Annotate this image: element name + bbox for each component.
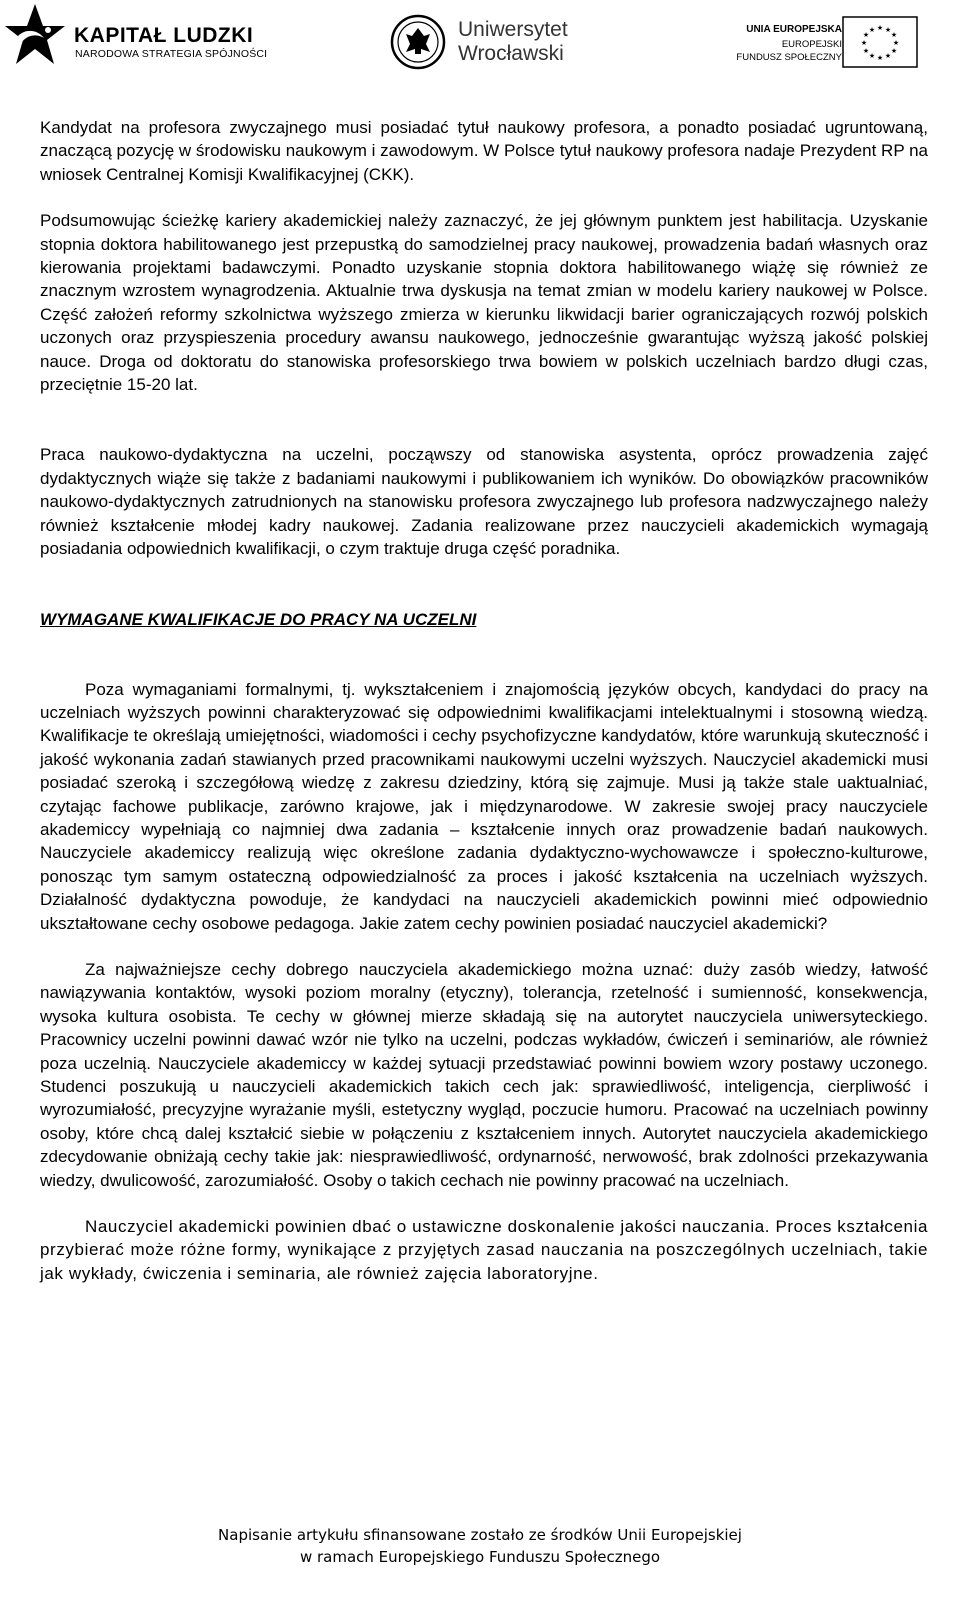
paragraph-cechy-nauczyciela: Za najważniejsze cechy dobrego nauczyciela akademickiego można uznać: duży zasób wiedzy, łatwość nawiązywania kontaktów, wysoki poziom moralny (etyczny), tolerancja, rzetelność i sumienność, konsekwencja, wysoka kultura osobista. Te cechy w głównej mierze składają się na autorytet nauczyciela uniwersyteckiego. Pracownicy uczelni powinni dawać wzór nie tylko na uczelni, podczas wykładów, ćwiczeń i seminariów, ale również poza uczelnią. Nauczyciele akademiccy w każdej sytuacji przedstawiać powinni bowiem wzory postawy uczonego. Studenci poszukują u nauczycieli akademickich takich cech jak: sprawiedliwość, inteligencja, cierpliwość i wyrozumiałość, precyzyjne wyrażanie myśli, estetyczny wygląd, poczucie humoru. Pracować na uczelniach powinny osoby, które chcą dalej kształcić siebie w połączeniu z kształceniem innych. Autorytet nauczyciela akademickiego zdecydowanie obniżają cechy takie jak: niesprawiedliwość, ordynarność, nerwowość, brak zdolności przekazywania wiedzy, dwulicowość, zarozumiałość. Osoby o takich cechach nie powinny pracować na uczelniach.: [40, 959, 928, 1190]
page-header: [0, 0, 960, 80]
svg-text:★: ★: [862, 31, 870, 39]
page-footer: [0, 1524, 960, 1568]
uniwersytet-wroclawski-logo: [390, 14, 590, 74]
svg-text:★: ★: [868, 26, 876, 34]
paragraph-wymagania-formalne: Poza wymaganiami formalnymi, tj. wykształceniem i znajomością języków obcych, kandydaci do pracy na uczelniach wyższych powinni charakteryzować się odpowiednimi kwalifikacjami intelektualnymi i stosowną wiedzą. Kwalifikacje te określają umiejętności, wiadomości i cechy psychofizyczne kandydatów, które warunkują skuteczność i jakość wykonania zadań stawianych przed pracownikami naukowymi uczelni wyższych. Nauczyciel akademicki musi posiadać szeroką i szczegółową wiedzę z zakresu dziedziny, którą się zajmuje. Musi ją także stale uaktualniać, czytając fachowe publikacje, zarówno krajowe, jak i międzynarodowe. W zakresie swojej pracy nauczyciele akademiccy wypełniają co najmniej dwa zadania – kształcenie innych oraz prowadzenie badań naukowych. Nauczyciele akademiccy realizują więc określone zadania dydaktyczno-wychowawcze i społeczno-kulturowe, ponosząc tym samym ostateczną odpowiedzialność za proces i jakość kształcenia na uczelniach wyższych. Działalność dydaktyczna powoduje, że kandydaci na nauczycieli akademickich powinni mieć odpowiednio ukształtowane cechy osobowe pedagoga. Jakie zatem cechy powinien posiadać nauczyciel akademicki?: [40, 679, 928, 933]
paragraph-doskonalenie-nauczania: Nauczyciel akademicki powinien dbać o ustawiczne doskonalenie jakości nauczania. Proces kształcenia przybierać może różne formy, wynikające z przyjętych zasad nauczania na poszczególnych uczelniach, takie jak wykłady, ćwiczenia i seminaria, ale również zajęcia laboratoryjne.: [40, 1217, 928, 1283]
kapital-ludzki-logo: [4, 2, 268, 72]
svg-text:★: ★: [876, 54, 884, 62]
university-name-line1: Uniwersytet: [458, 18, 568, 41]
paragraph-praca-naukowo-dydaktyczna: Praca naukowo-dydaktyczna na uczelni, począwszy od stanowiska asystenta, oprócz prowadzenia zajęć dydaktycznych wiąże się także z badaniami naukowymi i publikowaniem ich wyników. Do obowiązków pracowników naukowo-dydaktycznych zatrudnionych na stanowisku profesora zwyczajnego lub profesora nadzwyczajnego należy również kształcenie młodej kadry naukowej. Zadania realizowane przez nauczycieli akademickich wymagają posiadania odpowiednich kwalifikacji, o czym traktuje druga część poradnika.: [40, 445, 928, 559]
svg-text:★: ★: [868, 52, 876, 60]
section-heading: WYMAGANE KWALIFIKACJE DO PRACY NA UCZELNI: [40, 609, 477, 629]
svg-text:★: ★: [890, 31, 898, 39]
svg-text:★: ★: [876, 24, 884, 32]
european-union-logo: [730, 14, 960, 74]
ue-fund-line1: EUROPEJSKI: [781, 39, 842, 50]
svg-text:★: ★: [890, 47, 898, 55]
svg-text:★: ★: [892, 39, 900, 47]
svg-text:★: ★: [884, 26, 892, 34]
kapital-ludzki-title: KAPITAŁ LUDZKI: [74, 24, 254, 47]
svg-text:★: ★: [860, 39, 868, 47]
footer-line2: w ramach Europejskiego Funduszu Społecznego: [299, 1548, 661, 1566]
svg-text:★: ★: [884, 52, 892, 60]
university-seal-icon: [390, 14, 446, 70]
document-body: [40, 116, 928, 1285]
eu-flag-icon: [842, 16, 918, 68]
paragraph-habilitacja: Podsumowując ścieżkę kariery akademickiej należy zaznaczyć, że jej głównym punktem jest habilitacja. Uzyskanie stopnia doktora habilitowanego jest przepustką do samodzielnej pracy naukowej, prowadzenia badań własnych oraz kierowania projektami badawczymi. Ponadto uzyskanie stopnia doktora habilitowanego wiążę się również ze znacznym wzrostem wynagrodzenia. Aktualnie trwa dyskusja na temat zmian w modelu kariery naukowej w Polsce. Część założeń reformy szkolnictwa wyższego zmierza w kierunku likwidacji barier ograniczających rozwój polskich uczonych oraz przyspieszenia procedury awansu naukowego, jednocześnie gwarantując wyższą jakość polskiej nauce. Droga od doktoratu do stanowiska profesorskiego trwa bowiem w polskich uczelniach bardzo długi czas, przeciętnie 15-20 lat.: [40, 211, 928, 395]
university-name-line2: Wrocławski: [458, 42, 564, 65]
ue-fund-line2: FUNDUSZ SPOŁECZNY: [736, 52, 842, 63]
kapital-ludzki-star-icon: [4, 2, 66, 70]
paragraph-profesor-zwyczajny: Kandydat na profesora zwyczajnego musi posiadać tytuł naukowy profesora, a ponadto posiadać ugruntowaną, znaczącą pozycję w środowisku naukowym i zawodowym. W Polsce tytuł naukowy profesora nadaje Prezydent RP na wniosek Centralnej Komisji Kwalifikacyjnej (CKK).: [40, 118, 928, 184]
ue-title: UNIA EUROPEJSKA: [746, 24, 842, 35]
footer-line1: Napisanie artykułu sfinansowane zostało ze środków Unii Europejskiej: [218, 1526, 742, 1544]
svg-text:★: ★: [862, 47, 870, 55]
kapital-ludzki-subtitle: NARODOWA STRATEGIA SPÓJNOŚCI: [75, 48, 268, 60]
